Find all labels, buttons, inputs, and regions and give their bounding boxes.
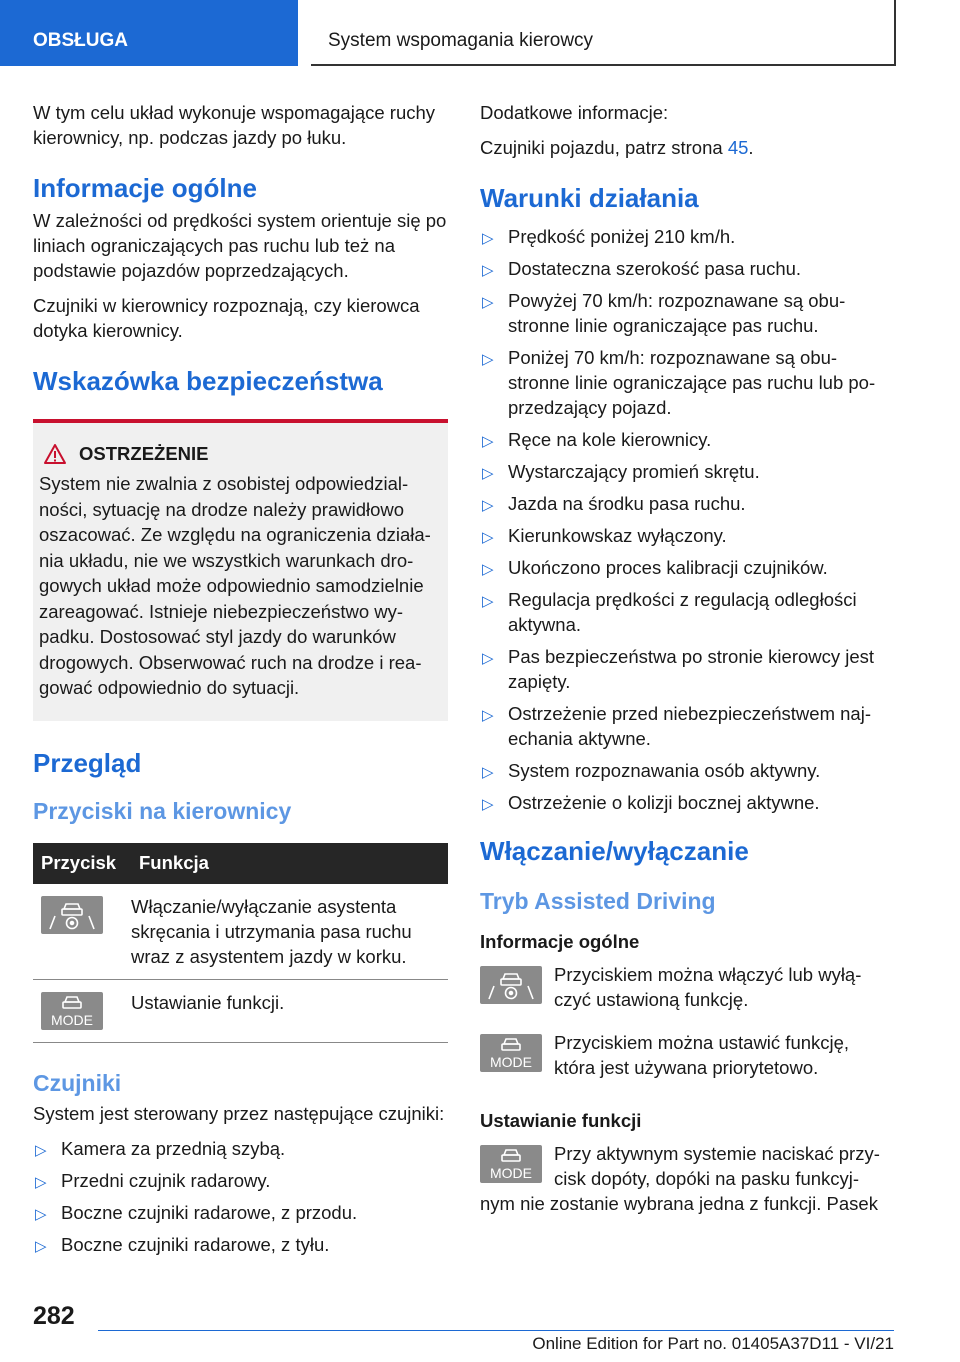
- list-item: ▷ Kierunkowskaz wyłączony.: [480, 523, 890, 548]
- list-item: ▷ Ostrzeżenie przed niebezpieczeństwem najechania aktywne.: [482, 703, 871, 749]
- left-column: [33, 100, 448, 1264]
- mode-label: MODE: [490, 1165, 532, 1181]
- overview-heading: Przegląd: [33, 747, 142, 778]
- table-cell-function: Włączanie/wyłączanie asystenta skręcania i utrzymania pasa ruchu wraz z asystentem jazdy w korku.: [131, 884, 448, 980]
- table-cell-function: Ustawianie funkcji.: [131, 979, 448, 1042]
- triangle-bullet-icon: ▷: [482, 433, 494, 450]
- list-item: ▷ Kamera za przednią szybą.: [33, 1136, 448, 1161]
- triangle-bullet-icon: ▷: [482, 561, 494, 578]
- list-item: ▷ System rozpoznawania osób aktywny.: [480, 758, 890, 783]
- section-tab: OBSŁUGA: [0, 0, 298, 66]
- general-subheading: Informacje ogólne: [480, 931, 640, 952]
- triangle-bullet-icon: ▷: [482, 262, 494, 279]
- safety-heading: Wskazówka bezpieczeństwa: [33, 366, 383, 396]
- mode-button-icon: [480, 1145, 542, 1183]
- triangle-bullet-icon: ▷: [35, 1237, 47, 1255]
- table-header-function: Funkcja: [131, 843, 448, 884]
- button-description: Przy aktywnym systemie naciskać przycisk dopóty, dopóki na pasku funkcyj-: [554, 1143, 880, 1189]
- sensors-intro: System jest sterowany przez następujące czujniki:: [33, 1102, 445, 1124]
- warning-box: [33, 419, 448, 721]
- list-item: ▷ Dostateczna szerokość pasa ruchu.: [480, 256, 890, 281]
- table-header-row: [33, 843, 448, 884]
- triangle-bullet-icon: ▷: [35, 1141, 47, 1159]
- page-number: 282: [33, 1302, 75, 1330]
- triangle-bullet-icon: ▷: [482, 796, 494, 813]
- triangle-bullet-icon: ▷: [482, 230, 494, 247]
- list-item: ▷ Ręce na kole kierownicy.: [480, 427, 890, 452]
- page-header: [0, 0, 960, 66]
- setting-text-continued: nym nie zostanie wybrana jedna z funkcji. Pasek: [480, 1193, 878, 1214]
- buttons-heading: Przyciski na kierownicy: [33, 797, 292, 824]
- list-item: ▷ Powyżej 70 km/h: rozpoznawane są obustronne linie ograniczające pas ruchu.: [482, 290, 846, 336]
- general-paragraph-1: W zależności od prędkości system orientuje się po liniach ograniczających pas ruchu lub też na podstawie pojazdów poprzedzających.: [33, 210, 447, 281]
- table-row: [33, 884, 448, 980]
- triangle-bullet-icon: ▷: [482, 707, 494, 724]
- triangle-bullet-icon: ▷: [482, 764, 494, 781]
- footer-divider: [98, 1330, 894, 1331]
- button-description-row: [480, 1030, 890, 1080]
- list-item: ▷ Boczne czujniki radarowe, z tyłu.: [33, 1232, 448, 1257]
- triangle-bullet-icon: ▷: [482, 529, 494, 546]
- triangle-bullet-icon: ▷: [35, 1205, 47, 1223]
- triangle-bullet-icon: ▷: [35, 1173, 47, 1191]
- triangle-bullet-icon: ▷: [482, 650, 494, 667]
- button-description-row: [480, 1141, 890, 1191]
- list-item: ▷ Jazda na środku pasa ruchu.: [480, 491, 890, 516]
- button-description: Przyciskiem można ustawić funkcję, która jest używana priorytetowo.: [554, 1032, 850, 1078]
- assisted-driving-heading: Tryb Assisted Driving: [480, 888, 716, 914]
- warning-triangle-icon: [43, 443, 67, 465]
- sensors-heading: Czujniki: [33, 1069, 122, 1096]
- edition-info: Online Edition for Part no. 01405A37D11 - VI/21: [532, 1334, 894, 1353]
- mode-button-icon: [41, 992, 103, 1030]
- buttons-table: [33, 843, 448, 1043]
- list-item: ▷ Ukończono proces kalibracji czujników.: [480, 555, 890, 580]
- page-link[interactable]: 45: [727, 137, 749, 158]
- warning-text: System nie zwalnia z osobistej odpowiedzialności, sytuację na drodze należy prawidłowo oszacować. Ze względu na ograniczenia działania układu, nie we wszystkich warunkach drogowych układ może odpowiednio samodzielnie zareagować. Istnieje niebezpieczeństwo wypadku. Dostosować styl jazdy do warunków drogowych. Obserwować ruch na drodze i reagować odpowiednio do sytuacji.: [39, 473, 431, 698]
- list-item: ▷ Regulacja prędkości z regulacją odległości aktywna.: [482, 589, 857, 635]
- list-item: ▷ Boczne czujniki radarowe, z przodu.: [33, 1200, 448, 1225]
- triangle-bullet-icon: ▷: [482, 294, 494, 311]
- list-item: ▷ Przedni czujnik radarowy.: [33, 1168, 448, 1193]
- extra-info-label: Dodatkowe informacje:: [480, 102, 669, 123]
- general-paragraph-2: Czujniki w kierownicy rozpoznają, czy kierowca dotyka kierownicy.: [33, 295, 420, 341]
- setting-subheading: Ustawianie funkcji: [480, 1110, 642, 1131]
- list-item: ▷ Prędkość poniżej 210 km/h.: [480, 224, 890, 249]
- mode-label: MODE: [51, 1011, 93, 1028]
- table-header-button: Przycisk: [33, 843, 131, 884]
- assist-steering-button-icon: [480, 966, 542, 1004]
- warning-title-text: OSTRZEŻENIE: [79, 443, 209, 464]
- right-column: [480, 100, 890, 1226]
- mode-button-icon: [480, 1034, 542, 1072]
- conditions-heading: Warunki działania: [480, 183, 699, 213]
- assist-steering-button-icon: [41, 896, 103, 934]
- button-description-row: [480, 962, 890, 1012]
- extra-info-text: Czujniki pojazdu, patrz strona 45.: [480, 137, 754, 158]
- sensors-list: [33, 1136, 448, 1257]
- triangle-bullet-icon: ▷: [482, 351, 494, 368]
- list-item: ▷ Ostrzeżenie o kolizji bocznej aktywne.: [480, 790, 890, 815]
- table-row: [33, 979, 448, 1042]
- mode-label: MODE: [490, 1054, 532, 1070]
- conditions-list: [480, 224, 890, 815]
- triangle-bullet-icon: ▷: [482, 465, 494, 482]
- triangle-bullet-icon: ▷: [482, 593, 494, 610]
- onoff-heading: Włączanie/wyłączanie: [480, 836, 749, 866]
- triangle-bullet-icon: ▷: [482, 497, 494, 514]
- general-heading: Informacje ogólne: [33, 173, 257, 203]
- list-item: ▷ Poniżej 70 km/h: rozpoznawane są obustronne linie ograniczające pas ruchu lub poprzedzający pojazd.: [482, 347, 876, 418]
- list-item: ▷ Wystarczający promień skrętu.: [480, 459, 890, 484]
- intro-paragraph: W tym celu układ wykonuje wspomagające ruchy kierownicy, np. podczas jazdy po łuku.: [33, 102, 436, 148]
- chapter-title: System wspomagania kierowcy: [311, 0, 896, 66]
- button-description: Przyciskiem można włączyć lub wyłączyć ustawioną funkcję.: [554, 964, 862, 1010]
- list-item: ▷ Pas bezpieczeństwa po stronie kierowcy jest zapięty.: [482, 646, 875, 692]
- warning-title: [43, 443, 440, 465]
